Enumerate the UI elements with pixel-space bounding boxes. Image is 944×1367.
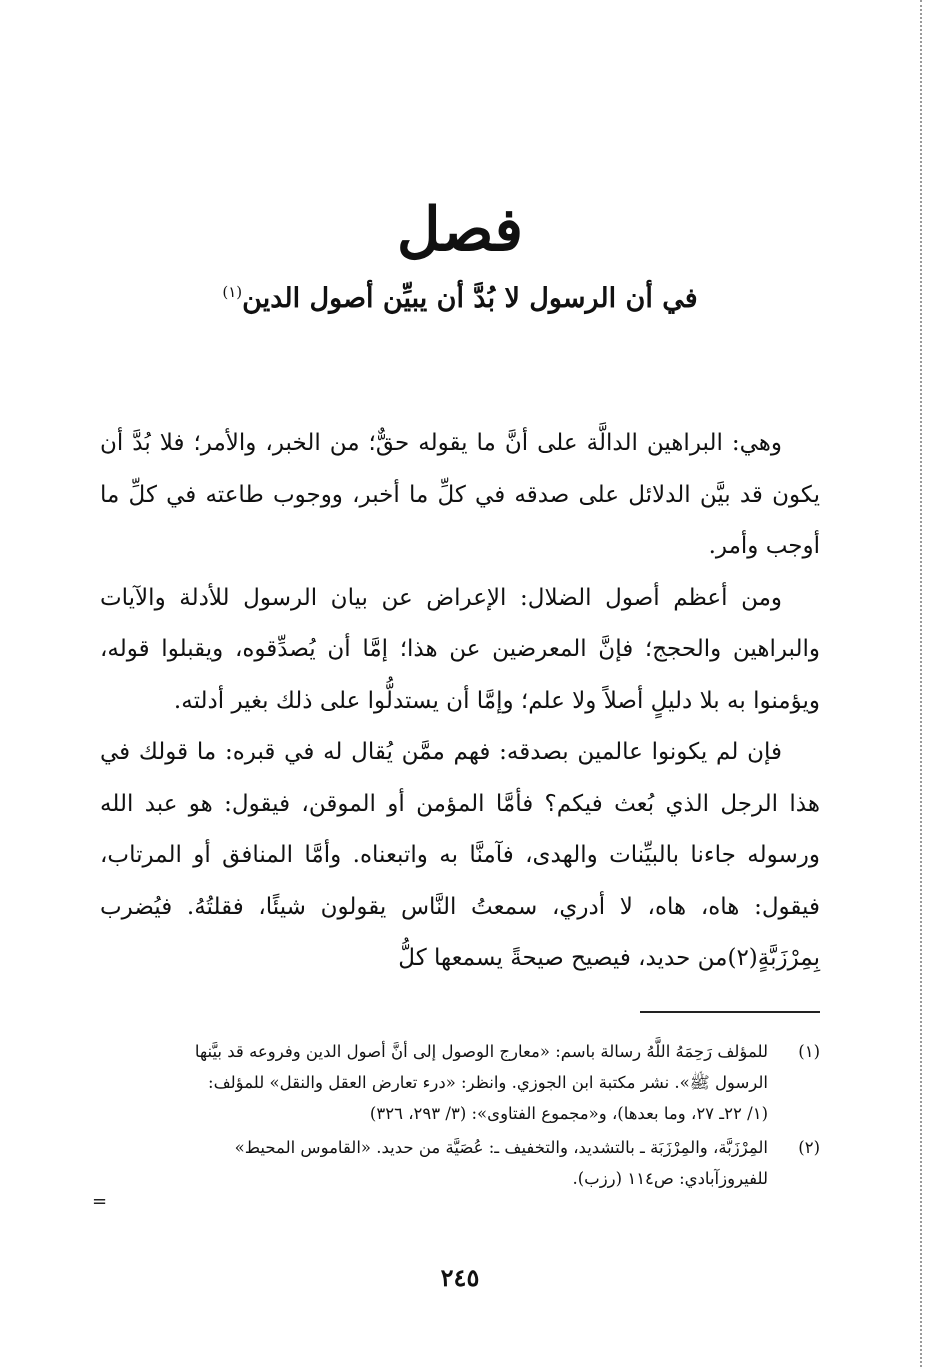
continuation-mark: = [92, 1191, 108, 1212]
footnote-line: للفيروزآبادي: ص١١٤ (رزب). [572, 1169, 768, 1188]
footnote-separator [640, 1011, 820, 1013]
chapter-subtitle [100, 270, 820, 321]
paragraph-3: فإن لم يكونوا عالمين بصدقه: فهم ممَّن يُقال له في قبره: ما قولك في هذا الرجل الذي بُعث فيكم؟ فأمَّا المؤمن أو الموقن، فيقول: هو عبد الله ورسوله جاءنا بالبيِّنات والهدى، فآمنَّا به واتبعناه. وأمَّا المنافق أو المرتاب، فيقول: هاه، هاه، لا أدري، سمعتُ النَّاس يقولون شيئًا، فقلتُهُ. فيُضرب بِمِرْزَبَّةٍ(٢)من حديد، فيصيح صيحةً يسمعها كلُّ [100, 739, 820, 971]
page-number: ٢٤٥ [440, 1263, 480, 1292]
chapter-title: فصل [396, 195, 524, 265]
scan-edge-dots [920, 0, 922, 1367]
footnote-line: المِرْزَبَّة، والمِرْزَبَة ـ بالتشديد، والتخفيف ـ: عُصَيَّة من حديد. «القاموس المحيط» [234, 1138, 768, 1157]
chapter-subtitle-text: في أن الرسول لا بُدَّ أن يبيِّن أصول الدين [242, 283, 698, 314]
footnote-line: الرسول ﷺ». نشر مكتبة ابن الجوزي. وانظر: «درء تعارض العقل والنقل» للمؤلف: [208, 1073, 768, 1092]
footnote-2 [100, 1132, 820, 1194]
footnotes [100, 1036, 820, 1197]
footnote-1 [100, 1036, 820, 1129]
footnote-text [100, 1132, 768, 1194]
footnote-number: (٢) [798, 1138, 820, 1157]
footnote-text [100, 1036, 768, 1129]
footnote-reference-1: (١) [222, 283, 243, 301]
footnote-line: (١/ ٢٢ـ ٢٧، وما بعدها)، و«مجموع الفتاوى»: (٣/ ٢٩٣، ٣٢٦) [369, 1104, 768, 1123]
footnote-number: (١) [798, 1042, 820, 1061]
book-page [100, 0, 820, 1367]
paragraph-1: وهي: البراهين الدالَّة على أنَّ ما يقوله حقٌّ؛ من الخبر، والأمر؛ فلا بُدَّ أن يكون قد بيَّن الدلائل على صدقه في كلِّ ما أخبر، ووجوب طاعته في كلِّ ما أوجب وأمر. [100, 430, 820, 559]
paragraph-2: ومن أعظم أصول الضلال: الإعراض عن بيان الرسول للأدلة والآيات والبراهين والحجج؛ فإنَّ المعرضين عن هذا؛ إمَّا أن يُصدِّقوه، ويقبلوا قوله، ويؤمنوا به بلا دليلٍ أصلاً ولا علم؛ وإمَّا أن يستدلُّوا على ذلك بغير أدلته. [100, 584, 820, 714]
body-text [100, 418, 820, 985]
footnote-line: للمؤلف رَحِمَهُ اللَّهُ رسالة باسم: «معارج الوصول إلى أنَّ أصول الدين وفروعه قد بيَّنها [194, 1042, 768, 1061]
